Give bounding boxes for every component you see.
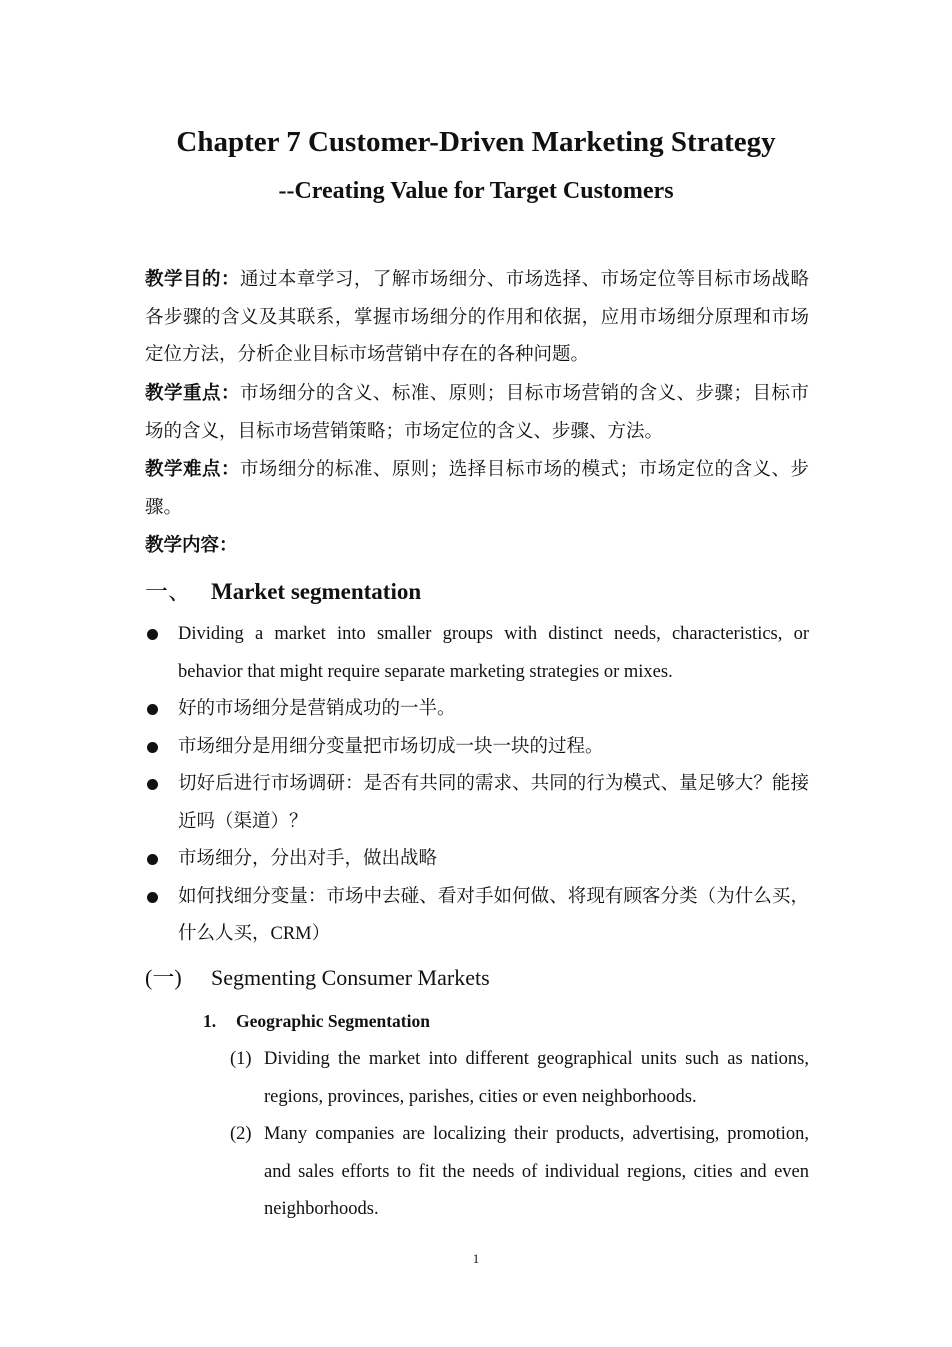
list-item xyxy=(145,691,809,729)
list-item xyxy=(145,766,809,841)
bullet-text: 好的市场细分是营销成功的一半。 xyxy=(178,699,456,719)
bullet-icon xyxy=(147,704,158,715)
objectives-label: 教学目的： xyxy=(145,270,240,290)
bullet-icon xyxy=(147,892,158,903)
item-number: 1. xyxy=(203,1011,217,1031)
difficulties-label: 教学难点： xyxy=(145,460,240,480)
key-points-paragraph xyxy=(145,376,809,451)
section-title: Market segmentation xyxy=(211,579,422,604)
chapter-subtitle: --Creating Value for Target Customers xyxy=(278,178,674,204)
bullet-text: 切好后进行市场调研：是否有共同的需求、共同的行为模式、量足够大？能接近吗（渠道）？ xyxy=(178,774,809,832)
key-points-label: 教学重点： xyxy=(145,384,240,404)
key-points-text: 市场细分的含义、标准、原则；目标市场营销的含义、步骤；目标市场的含义，目标市场营销策略；市场定位的含义、步骤、方法。 xyxy=(145,384,809,442)
item-heading xyxy=(203,1004,430,1038)
bullet-icon xyxy=(147,854,158,865)
bullet-icon xyxy=(147,629,158,640)
subsection-title: Segmenting Consumer Markets xyxy=(211,965,490,990)
bullet-icon xyxy=(147,779,158,790)
bullet-text: 市场细分，分出对手，做出战略 xyxy=(178,849,438,869)
bullet-text: 如何找细分变量：市场中去碰、看对手如何做、将现有顾客分类（为什么买，什么人买，CRM） xyxy=(178,886,809,944)
difficulties-paragraph xyxy=(145,452,809,527)
numbered-point xyxy=(230,1116,809,1229)
subsection-heading xyxy=(145,960,490,996)
list-item xyxy=(145,879,809,954)
list-item xyxy=(145,729,809,767)
numbered-point xyxy=(230,1041,809,1116)
content-label: 教学内容： xyxy=(145,536,238,556)
list-item xyxy=(145,841,809,879)
difficulties-text: 市场细分的标准、原则；选择目标市场的模式；市场定位的含义、步骤。 xyxy=(145,460,809,518)
point-number: (1) xyxy=(230,1049,252,1069)
bullet-text: 市场细分是用细分变量把市场切成一块一块的过程。 xyxy=(178,736,604,757)
bullet-list xyxy=(145,616,809,954)
bullet-icon xyxy=(147,742,158,753)
point-number: (2) xyxy=(230,1124,252,1144)
page-number: 1 xyxy=(472,1251,480,1266)
objectives-text: 通过本章学习，了解市场细分、市场选择、市场定位等目标市场战略各步骤的含义及其联系，掌握市场细分的作用和依据，应用市场细分原理和市场定位方法，分析企业目标市场营销中存在的各种问题。 xyxy=(145,270,809,365)
point-text: Dividing the market into different geographical units such as nations, regions, provinces, parishes, cities or even neighborhoods. xyxy=(264,1049,809,1107)
subsection-number: (一) xyxy=(145,965,182,990)
section-number: 一、 xyxy=(145,579,191,604)
section-heading xyxy=(145,574,421,610)
bullet-text: Dividing a market into smaller groups with distinct needs, characteristics, or behavior that might require separate marketing strategies or mixes. xyxy=(178,624,809,682)
chapter-title: Chapter 7 Customer-Driven Marketing Strategy xyxy=(176,126,776,158)
objectives-paragraph xyxy=(145,262,809,375)
item-title: Geographic Segmentation xyxy=(236,1011,430,1031)
list-item xyxy=(145,616,809,691)
point-text: Many companies are localizing their products, advertising, promotion, and sales efforts to fit the needs of individual regions, cities and even neighborhoods. xyxy=(264,1124,809,1219)
